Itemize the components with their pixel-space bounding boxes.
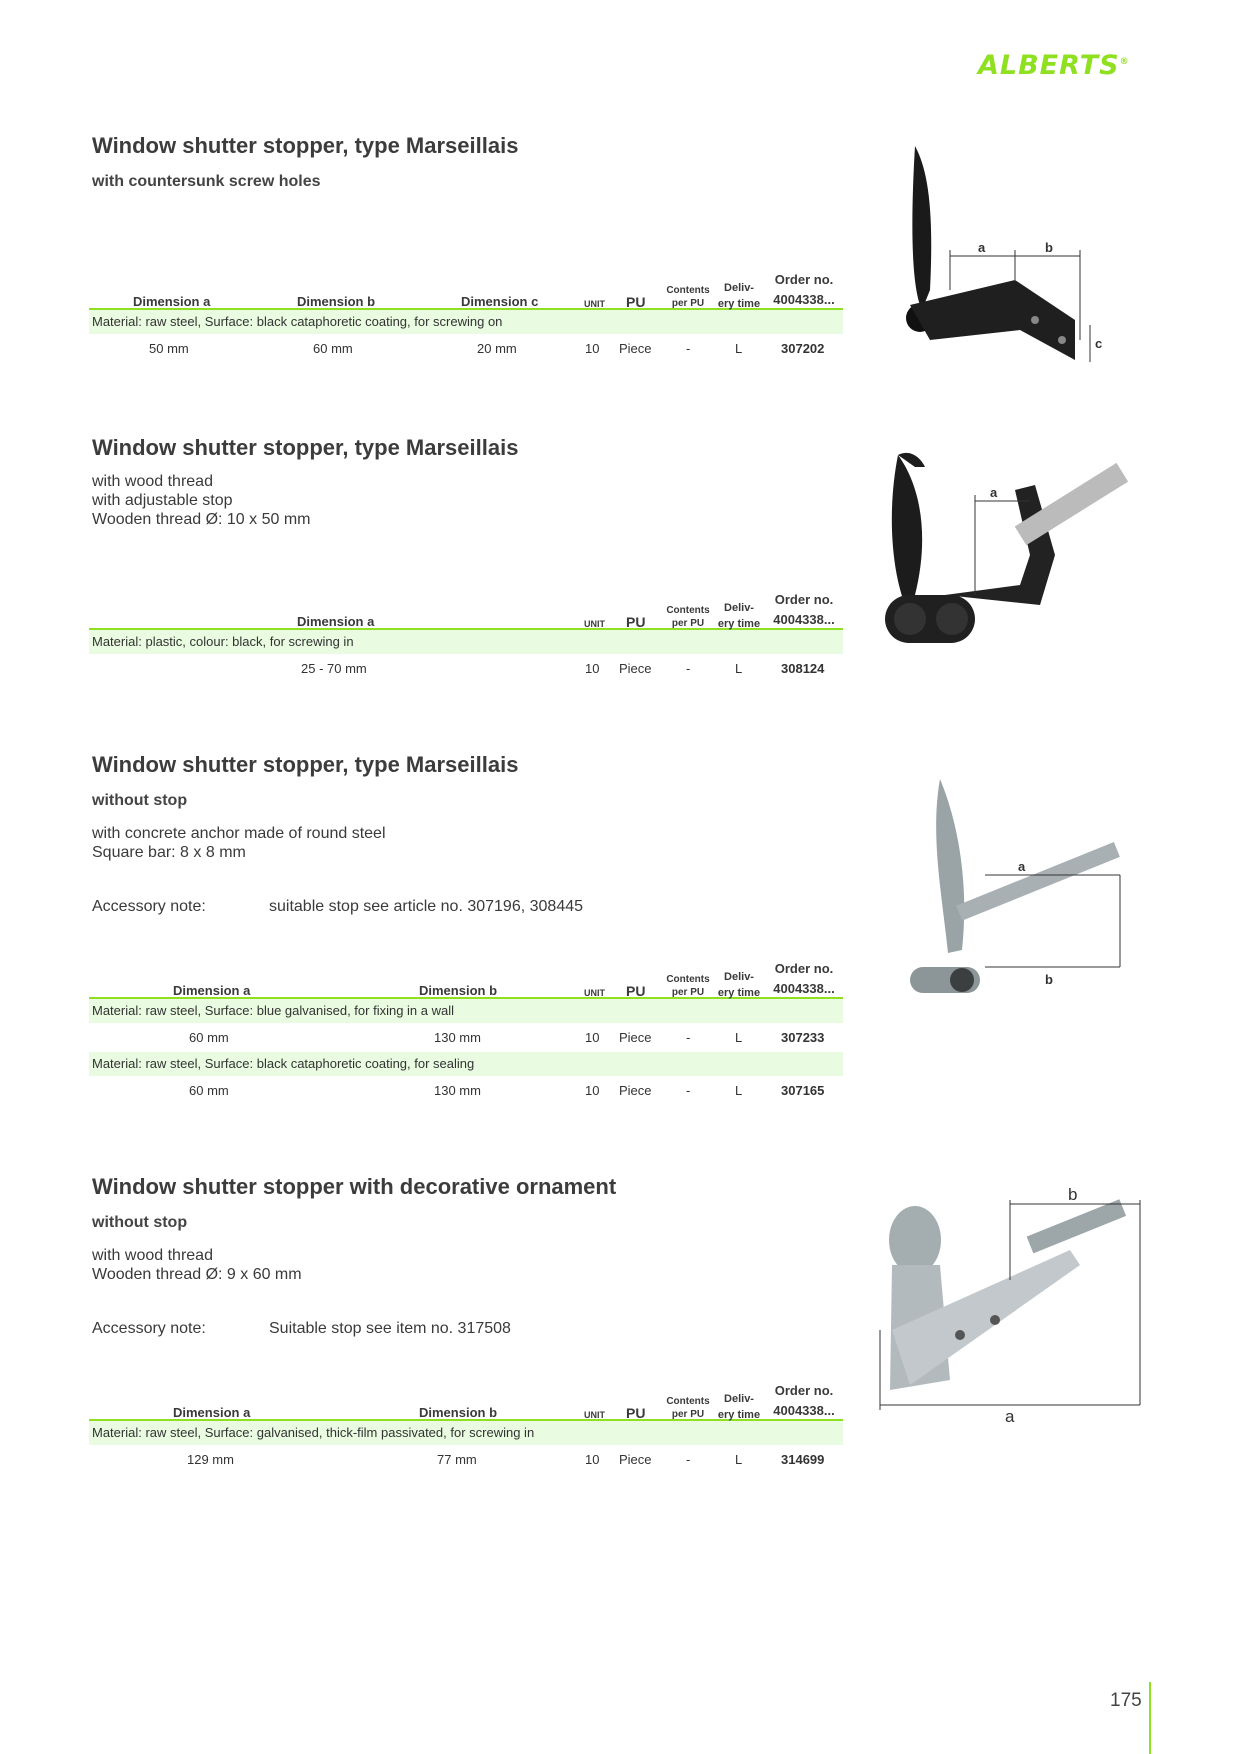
product-title: Window shutter stopper, type Marseillais	[92, 752, 519, 777]
col-order-line2: 4004338...	[773, 1403, 835, 1418]
col-unit: UNIT	[584, 1410, 605, 1420]
cell-pu: Piece	[619, 341, 652, 356]
table-row	[89, 1024, 843, 1052]
page-marker-line	[1149, 1682, 1151, 1754]
page-number: 175	[1110, 1690, 1142, 1711]
accessory-note-text: suitable stop see article no. 307196, 308445	[269, 898, 584, 915]
col-unit: UNIT	[584, 988, 605, 998]
col-delivery	[715, 280, 763, 312]
cell-contents: -	[686, 1083, 691, 1098]
col-delivery-line2: ery time	[717, 298, 761, 310]
product-title: Window shutter stopper with decorative ornament	[92, 1174, 617, 1199]
col-unit: UNIT	[584, 619, 605, 629]
cell-pu: Piece	[619, 1452, 652, 1467]
product-title: Window shutter stopper, type Marseillais	[92, 435, 519, 460]
material-row: Material: raw steel, Surface: black cataphoretic coating, for screwing on	[89, 310, 843, 335]
col-delivery	[715, 600, 763, 632]
pivot-cap	[894, 603, 926, 635]
col-contents-line1: Contents	[666, 605, 710, 616]
cell-dimension-b: 130 mm	[434, 1030, 481, 1045]
cell-unit: 10	[585, 1452, 600, 1467]
col-contents-line1: Contents	[666, 974, 710, 985]
table-row	[89, 655, 843, 683]
col-delivery-line1: Deliv-	[724, 971, 754, 983]
desc-line: with wood thread	[92, 473, 213, 490]
col-contents-line2: per PU	[671, 1409, 705, 1420]
cell-contents: -	[686, 1030, 691, 1045]
col-dimension-a: Dimension a	[133, 294, 211, 309]
cell-order-no: 307202	[781, 341, 825, 356]
label-a: a	[1005, 1407, 1015, 1425]
product-3-table	[89, 947, 843, 1105]
product-title: Window shutter stopper, type Marseillais	[92, 133, 519, 158]
pivot-bolt	[950, 968, 974, 992]
cell-order-no: 307165	[781, 1083, 825, 1098]
label-b: b	[1045, 240, 1053, 255]
cell-delivery: L	[735, 1030, 743, 1045]
col-delivery-line2: ery time	[717, 618, 761, 630]
cell-contents: -	[686, 1452, 691, 1467]
cell-delivery: L	[735, 1452, 743, 1467]
label-b: b	[1045, 972, 1053, 987]
col-contents	[664, 973, 712, 999]
stopper-blade	[912, 146, 931, 310]
cell-unit: 10	[585, 661, 600, 676]
col-dimension-a: Dimension a	[173, 983, 251, 998]
brand-logo	[978, 50, 1130, 81]
col-dimension-c: Dimension c	[461, 294, 539, 309]
col-delivery-line1: Deliv-	[724, 602, 754, 614]
product-2-table	[89, 578, 843, 683]
cell-order-no: 314699	[781, 1452, 825, 1467]
material-row: Material: raw steel, Surface: galvanised, thick-film passivated, for screwing in	[89, 1421, 843, 1446]
brand-logo-text: ALBERTS	[978, 50, 1120, 81]
product-4-table	[89, 1369, 843, 1474]
cell-unit: 10	[585, 1083, 600, 1098]
pivot-cap	[936, 603, 968, 635]
cell-dimension-c: 20 mm	[477, 341, 517, 356]
col-contents-line2: per PU	[671, 298, 705, 309]
product-2-image	[870, 445, 1160, 660]
col-dimension-b: Dimension b	[419, 983, 498, 998]
cell-pu: Piece	[619, 1030, 652, 1045]
col-pu: PU	[626, 614, 646, 630]
cell-dimension-b: 60 mm	[313, 341, 353, 356]
cell-dimension-a: 60 mm	[189, 1083, 229, 1098]
col-delivery-line2: ery time	[717, 1409, 761, 1421]
cell-dimension-a: 50 mm	[149, 341, 189, 356]
col-order	[766, 590, 842, 630]
col-contents	[664, 1395, 712, 1421]
product-subtitle: without stop	[92, 792, 188, 809]
table-header	[89, 258, 843, 310]
col-order	[766, 270, 842, 310]
cell-dimension-a: 129 mm	[187, 1452, 234, 1467]
table-row	[89, 1446, 843, 1474]
table-header	[89, 1369, 843, 1421]
desc-line: Wooden thread Ø: 9 x 60 mm	[92, 1266, 302, 1283]
col-dimension-a: Dimension a	[173, 1405, 251, 1420]
col-unit: UNIT	[584, 299, 605, 309]
col-pu: PU	[626, 1405, 646, 1421]
col-order-line1: Order no.	[774, 1383, 834, 1398]
material-row: Material: raw steel, Surface: blue galvanised, for fixing in a wall	[89, 999, 843, 1024]
table-row	[89, 1077, 843, 1105]
accessory-note-label: Accessory note:	[92, 1320, 206, 1337]
stopper-blade	[892, 455, 922, 605]
col-dimension-a: Dimension a	[297, 614, 375, 629]
col-order-line1: Order no.	[774, 272, 834, 287]
label-a: a	[1018, 859, 1026, 874]
desc-line: with wood thread	[92, 1247, 213, 1264]
col-order-line2: 4004338...	[773, 981, 835, 996]
accessory-note-label: Accessory note:	[92, 898, 206, 915]
col-delivery	[715, 969, 763, 1001]
brand-registered-mark: ®	[1119, 57, 1130, 67]
col-order-line1: Order no.	[774, 592, 834, 607]
material-row: Material: plastic, colour: black, for screwing in	[89, 630, 843, 655]
cell-contents: -	[686, 661, 691, 676]
product-4-image	[870, 1180, 1150, 1425]
product-1-table	[89, 258, 843, 363]
cell-order-no: 307233	[781, 1030, 825, 1045]
product-subtitle: with countersunk screw holes	[92, 173, 321, 190]
desc-line: Square bar: 8 x 8 mm	[92, 844, 246, 861]
label-a: a	[990, 485, 998, 500]
cell-dimension-b: 77 mm	[437, 1452, 477, 1467]
square-bar	[956, 842, 1120, 921]
cell-unit: 10	[585, 341, 600, 356]
col-pu: PU	[626, 983, 646, 999]
product-subtitle: without stop	[92, 1214, 188, 1231]
col-order	[766, 959, 842, 999]
cell-delivery: L	[735, 1083, 743, 1098]
desc-line: Wooden thread Ø: 10 x 50 mm	[92, 511, 311, 528]
col-contents	[664, 284, 712, 310]
col-pu: PU	[626, 294, 646, 310]
col-contents-line2: per PU	[671, 618, 705, 629]
col-contents-line1: Contents	[666, 1396, 710, 1407]
adjustable-stop	[945, 485, 1055, 605]
col-order	[766, 1381, 842, 1421]
col-order-line1: Order no.	[774, 961, 834, 976]
label-c: c	[1095, 336, 1103, 351]
screw-hole	[1058, 336, 1066, 344]
col-contents-line2: per PU	[671, 987, 705, 998]
col-delivery-line1: Deliv-	[724, 282, 754, 294]
stopper-bracket	[910, 280, 1075, 360]
cell-delivery: L	[735, 341, 743, 356]
cell-dimension-b: 130 mm	[434, 1083, 481, 1098]
col-dimension-b: Dimension b	[297, 294, 376, 309]
cell-dimension-a: 60 mm	[189, 1030, 229, 1045]
product-3-image	[900, 775, 1140, 995]
cell-pu: Piece	[619, 1083, 652, 1098]
col-order-line2: 4004338...	[773, 292, 835, 307]
label-b: b	[1068, 1185, 1078, 1204]
col-order-line2: 4004338...	[773, 612, 835, 627]
stopper-blade	[936, 779, 964, 953]
screw-hole	[1031, 316, 1039, 324]
col-delivery-line2: ery time	[717, 987, 761, 999]
cell-unit: 10	[585, 1030, 600, 1045]
table-header	[89, 947, 843, 999]
accessory-note-text: Suitable stop see item no. 317508	[269, 1320, 511, 1337]
cell-delivery: L	[735, 661, 743, 676]
material-row: Material: raw steel, Surface: black cataphoretic coating, for sealing	[89, 1052, 843, 1077]
rivet	[990, 1315, 1000, 1325]
label-a: a	[978, 240, 986, 255]
table-row	[89, 335, 843, 363]
rivet	[955, 1330, 965, 1340]
product-1-image	[890, 140, 1130, 380]
wood-thread	[1027, 1199, 1126, 1253]
cell-order-no: 308124	[781, 661, 825, 676]
desc-line: with concrete anchor made of round steel	[92, 825, 386, 842]
cell-dimension-a: 25 - 70 mm	[301, 661, 367, 676]
col-contents-line1: Contents	[666, 285, 710, 296]
cell-pu: Piece	[619, 661, 652, 676]
col-delivery-line1: Deliv-	[724, 1393, 754, 1405]
table-header	[89, 578, 843, 630]
cell-contents: -	[686, 341, 691, 356]
desc-line: with adjustable stop	[92, 492, 233, 509]
col-delivery	[715, 1391, 763, 1423]
col-dimension-b: Dimension b	[419, 1405, 498, 1420]
ornament-head	[889, 1206, 941, 1274]
col-contents	[664, 604, 712, 630]
